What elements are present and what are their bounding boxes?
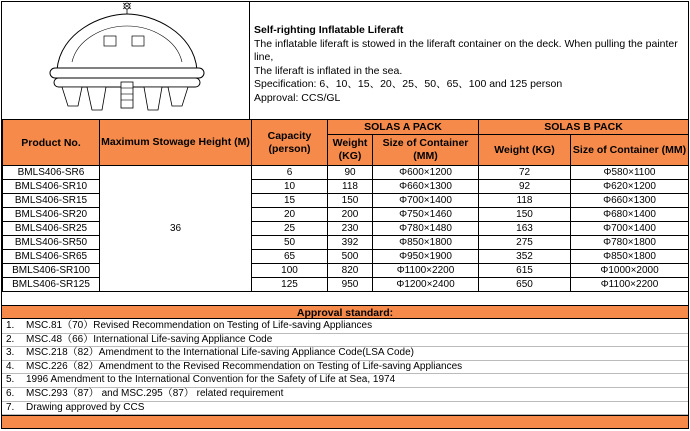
cell-a-weight: 230 xyxy=(328,222,373,236)
cell-b-weight: 650 xyxy=(479,278,571,292)
approval-item xyxy=(2,347,688,361)
approval-item-number: 6. xyxy=(6,387,15,399)
approval-item xyxy=(2,402,688,416)
description-line: The liferaft is inflated in the sea. xyxy=(254,64,403,77)
cell-a-weight: 820 xyxy=(328,264,373,278)
cell-b-size: Φ850×1800 xyxy=(571,250,689,264)
table-body xyxy=(3,166,689,292)
cell-b-weight: 72 xyxy=(479,166,571,180)
cell-product-no: BMLS406-SR65 xyxy=(3,250,100,264)
approval-heading: Approval standard: xyxy=(2,305,688,319)
cell-capacity: 15 xyxy=(252,194,328,208)
header-solas-a: SOLAS A PACK xyxy=(328,120,479,135)
cell-capacity: 10 xyxy=(252,180,328,194)
cell-b-size: Φ1000×2000 xyxy=(571,264,689,278)
approval-item-number: 5. xyxy=(6,374,15,386)
cell-product-no: BMLS406-SR50 xyxy=(3,236,100,250)
product-description xyxy=(254,24,684,105)
liferaft-icon xyxy=(2,2,249,119)
approval-list xyxy=(2,320,688,415)
cell-capacity: 20 xyxy=(252,208,328,222)
header-b-weight: Weight (KG) xyxy=(479,135,571,166)
cell-a-weight: 150 xyxy=(328,194,373,208)
cell-a-weight: 118 xyxy=(328,180,373,194)
cell-b-size: Φ1100×2200 xyxy=(571,278,689,292)
cell-b-weight: 352 xyxy=(479,250,571,264)
cell-a-weight: 500 xyxy=(328,250,373,264)
approval-item-number: 1. xyxy=(6,320,15,331)
header-product-no: Product No. xyxy=(3,120,100,166)
description-line: The inflatable liferaft is stowed in the liferaft container on the deck. When pulling the painter xyxy=(254,37,678,50)
approval-item-text: 1996 Amendment to the International Convention for the Safety of Life at Sea, 1974 xyxy=(26,374,396,386)
approval-item-number: 3. xyxy=(6,347,15,359)
cell-a-weight: 90 xyxy=(328,166,373,180)
cell-b-weight: 118 xyxy=(479,194,571,208)
cell-product-no: BMLS406-SR125 xyxy=(3,278,100,292)
approval-item-number: 4. xyxy=(6,360,15,372)
cell-b-size: Φ580×1100 xyxy=(571,166,689,180)
cell-capacity: 100 xyxy=(252,264,328,278)
table-row xyxy=(3,166,689,180)
approval-item-text: MSC.226（82）Amendment to the Revised Recommendation on Testing of Life-saving Appliances xyxy=(26,360,463,372)
cell-product-no: BMLS406-SR10 xyxy=(3,180,100,194)
cell-stowage-height: 36 xyxy=(100,166,252,292)
header-capacity: Capacity (person) xyxy=(252,120,328,166)
header-a-weight: Weight (KG) xyxy=(328,135,373,166)
cell-product-no: BMLS406-SR20 xyxy=(3,208,100,222)
spec-table xyxy=(2,119,689,292)
cell-a-size: Φ660×1300 xyxy=(373,180,479,194)
approval-item-number: 7. xyxy=(6,401,15,413)
cell-a-size: Φ1200×2400 xyxy=(373,278,479,292)
approval-item-text: MSC.48（66）International Life-saving Appliance Code xyxy=(26,333,273,345)
cell-product-no: BMLS406-SR6 xyxy=(3,166,100,180)
product-header xyxy=(2,2,688,120)
cell-a-size: Φ850×1800 xyxy=(373,236,479,250)
cell-b-weight: 150 xyxy=(479,208,571,222)
approval-line: Approval: CCS/GL xyxy=(254,91,341,104)
cell-a-size: Φ600×1200 xyxy=(373,166,479,180)
cell-a-weight: 392 xyxy=(328,236,373,250)
cell-b-weight: 615 xyxy=(479,264,571,278)
spec-sheet xyxy=(1,1,689,429)
bottom-bar xyxy=(2,415,688,428)
cell-product-no: BMLS406-SR15 xyxy=(3,194,100,208)
approval-item xyxy=(2,374,688,388)
cell-b-size: Φ780×1800 xyxy=(571,236,689,250)
cell-capacity: 25 xyxy=(252,222,328,236)
header-solas-b: SOLAS B PACK xyxy=(479,120,689,135)
header-a-size: Size of Container (MM) xyxy=(373,135,479,166)
cell-b-size: Φ680×1400 xyxy=(571,208,689,222)
description-line: line, xyxy=(254,51,274,63)
approval-item-text: Drawing approved by CCS xyxy=(26,401,145,413)
cell-capacity: 50 xyxy=(252,236,328,250)
cell-product-no: BMLS406-SR25 xyxy=(3,222,100,236)
cell-b-size: Φ620×1200 xyxy=(571,180,689,194)
specification-line: Specification: 6、10、15、20、25、50、65、100 and 125 person xyxy=(254,78,563,90)
cell-b-size: Φ660×1300 xyxy=(571,194,689,208)
cell-product-no: BMLS406-SR100 xyxy=(3,264,100,278)
table-header-row xyxy=(3,120,689,135)
cell-capacity: 125 xyxy=(252,278,328,292)
cell-a-size: Φ1100×2200 xyxy=(373,264,479,278)
cell-b-size: Φ700×1400 xyxy=(571,222,689,236)
cell-a-size: Φ700×1400 xyxy=(373,194,479,208)
cell-b-weight: 92 xyxy=(479,180,571,194)
product-title: Self-righting Inflatable Liferaft xyxy=(254,24,404,36)
approval-item xyxy=(2,361,688,375)
header-b-size: Size of Container (MM) xyxy=(571,135,689,166)
approval-item xyxy=(2,388,688,402)
cell-b-weight: 163 xyxy=(479,222,571,236)
approval-item-number: 2. xyxy=(6,333,15,345)
cell-a-size: Φ780×1480 xyxy=(373,222,479,236)
cell-a-weight: 200 xyxy=(328,208,373,222)
header-max-stowage: Maximum Stowage Height (M) xyxy=(100,120,252,166)
cell-capacity: 6 xyxy=(252,166,328,180)
approval-item xyxy=(2,334,688,348)
cell-a-weight: 950 xyxy=(328,278,373,292)
approval-item xyxy=(2,320,688,334)
approval-item-text: MSC.293（87） and MSC.295（87） related requirement xyxy=(26,387,284,399)
approval-item-text: MSC.218（82）Amendment to the International Life-saving Appliance Code(LSA Code) xyxy=(26,347,415,359)
cell-a-size: Φ750×1460 xyxy=(373,208,479,222)
cell-a-size: Φ950×1900 xyxy=(373,250,479,264)
approval-item-text: MSC.81（70）Revised Recommendation on Testing of Life-saving Appliances xyxy=(26,320,373,331)
product-image-cell xyxy=(2,2,250,119)
cell-b-weight: 275 xyxy=(479,236,571,250)
cell-capacity: 65 xyxy=(252,250,328,264)
